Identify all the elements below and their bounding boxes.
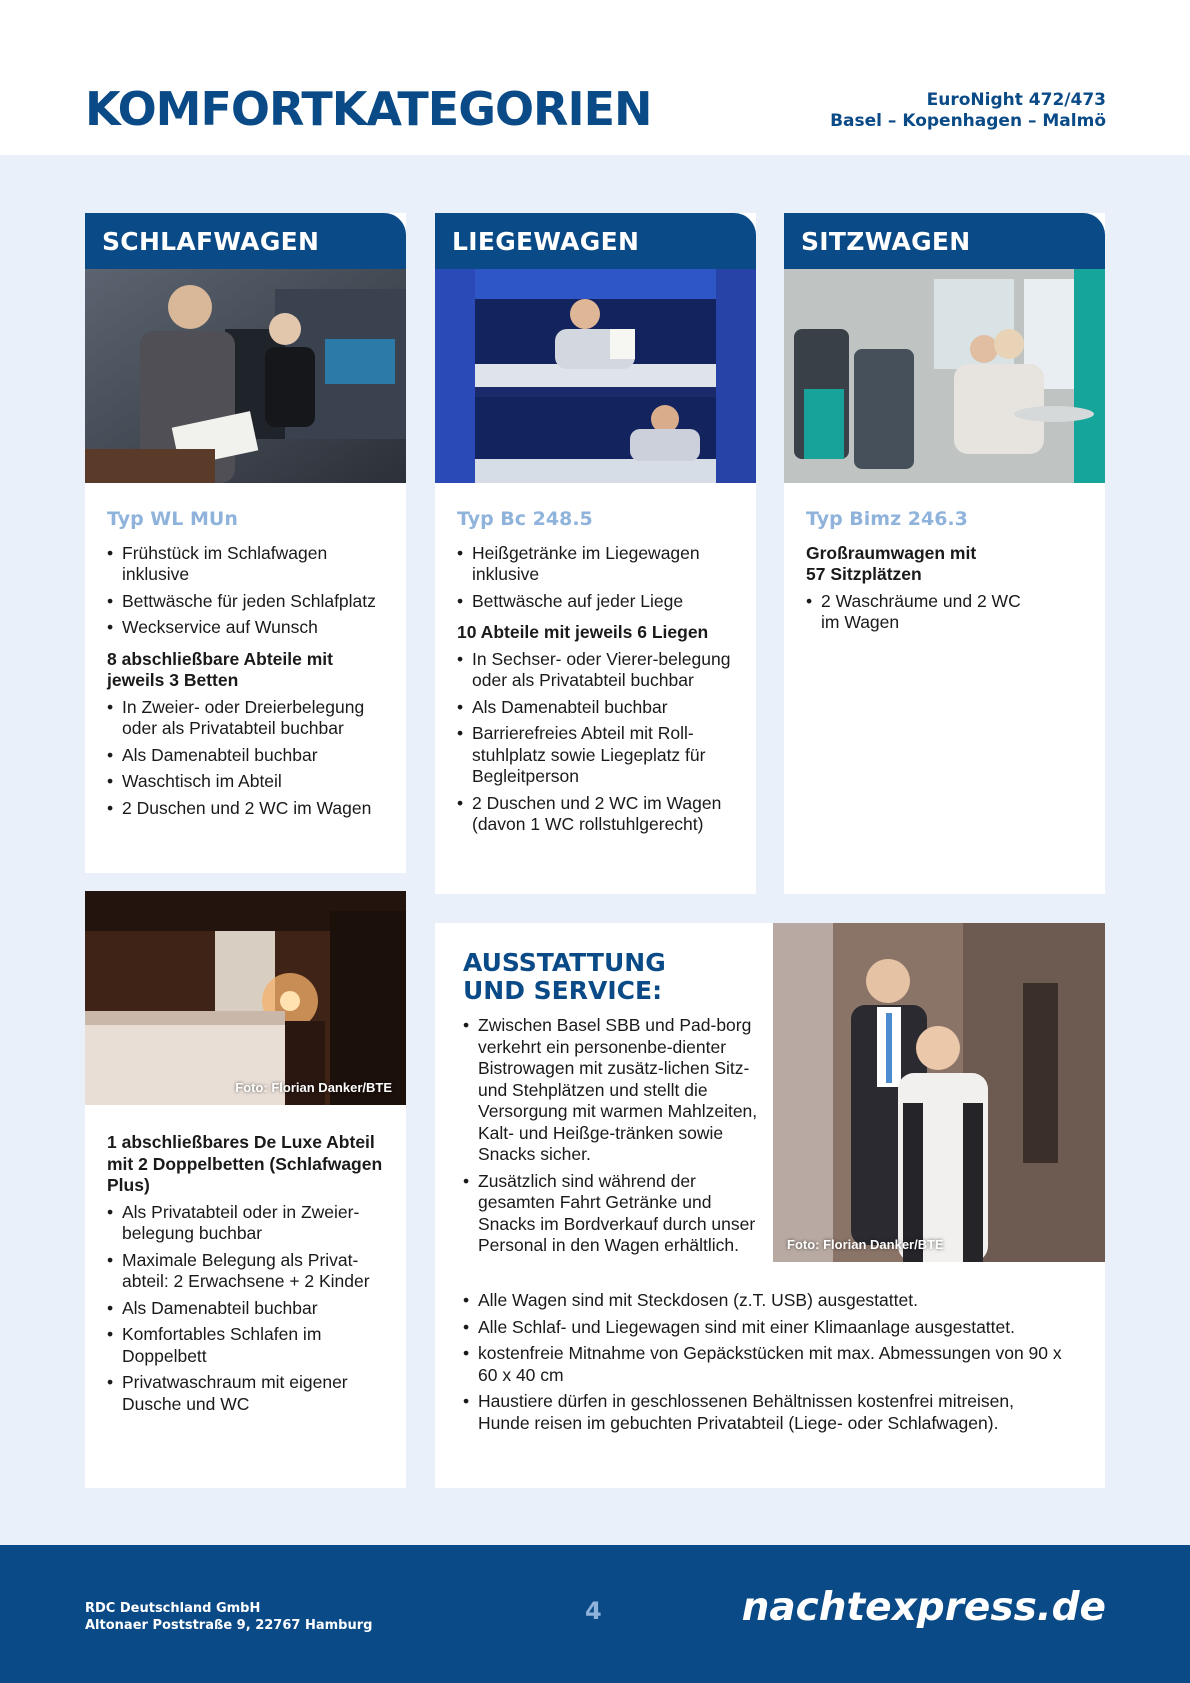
liegewagen-type: Typ Bc 248.5 xyxy=(457,508,593,530)
page-number: 4 xyxy=(585,1597,602,1625)
liegewagen-photo xyxy=(435,269,756,483)
service-list-wide xyxy=(463,1290,1063,1434)
list-item: • Haustiere dürfen in geschlossenen Behältnissen kostenfrei mitreisen, Hunde reisen im gebuchten Privatabteil (Liege- oder Schlafwagen). xyxy=(463,1391,1063,1434)
list-item: • In Zweier- oder Dreierbelegung oder als Privatabteil buchbar xyxy=(107,697,388,740)
liegewagen-subheading: 10 Abteile mit jeweils 6 Liegen xyxy=(457,622,709,642)
list-item: • Zwischen Basel SBB und Pad-borg verkehrt ein personenbe-dienter Bistrowagen mit zusätz-lichen Sitz- und Stehplätzen und stellt die Versorgung mit warmen Mahlzeiten, Kalt- und Heißge-tränken sowie Snacks sicher. xyxy=(463,1015,763,1166)
page-footer xyxy=(0,1545,1190,1683)
liegewagen-card xyxy=(435,213,756,894)
page-title: KOMFORTKATEGORIEN xyxy=(85,82,652,136)
list-item: • Privatwaschraum mit eigener Dusche und WC xyxy=(107,1372,388,1415)
service-card xyxy=(435,923,1105,1488)
list-item: • Als Damenabteil buchbar xyxy=(457,697,738,719)
list-item: • kostenfreie Mitnahme von Gepäckstücken mit max. Abmessungen von 90 x 60 x 40 cm xyxy=(463,1343,1063,1386)
deluxe-subheading: 1 abschließbares De Luxe Abteil mit 2 Doppelbetten (Schlafwagen Plus) xyxy=(107,1132,383,1195)
list-item: • Zusätzlich sind während der gesamten Fahrt Getränke und Snacks im Bordverkauf durch unser Personal in den Wagen erhältlich. xyxy=(463,1171,763,1257)
website-link[interactable]: nachtexpress.de xyxy=(741,1585,1106,1630)
list-item: • Bettwäsche auf jeder Liege xyxy=(457,591,738,613)
sitzwagen-card xyxy=(784,213,1105,894)
list-item: • Maximale Belegung als Privat-abteil: 2 Erwachsene + 2 Kinder xyxy=(107,1250,388,1293)
liegewagen-heading: LIEGEWAGEN xyxy=(435,213,756,269)
liegewagen-list-1 xyxy=(457,543,738,613)
list-item: • Heißgetränke im Liegewagen inklusive xyxy=(457,543,738,586)
company-address: RDC Deutschland GmbH Altonaer Poststraße 9, 22767 Hamburg xyxy=(85,1601,373,1633)
service-photo xyxy=(773,923,1105,1262)
sitzwagen-heading: SITZWAGEN xyxy=(784,213,1105,269)
deluxe-card xyxy=(85,891,406,1488)
schlafwagen-photo xyxy=(85,269,406,483)
schlafwagen-list-1 xyxy=(107,543,388,639)
sitzwagen-subheading: Großraumwagen mit 57 Sitzplätzen xyxy=(806,542,977,584)
schlafwagen-type: Typ WL MUn xyxy=(107,508,238,530)
list-item: • Alle Schlaf- und Liegewagen sind mit einer Klimaanlage ausgestattet. xyxy=(463,1317,1063,1339)
list-item: • Weckservice auf Wunsch xyxy=(107,617,388,639)
list-item: • Als Privatabteil oder in Zweier-belegung buchbar xyxy=(107,1202,388,1245)
list-item: • Barrierefreies Abteil mit Roll-stuhlplatz sowie Liegeplatz für Begleitperson xyxy=(457,723,738,788)
schlafwagen-list-2 xyxy=(107,697,388,820)
schlafwagen-card xyxy=(85,213,406,873)
route-stations: Basel – Kopenhagen – Malmö xyxy=(830,111,1106,131)
list-item: • 2 Duschen und 2 WC im Wagen xyxy=(107,798,388,820)
list-item: • Als Damenabteil buchbar xyxy=(107,1298,388,1320)
train-number: EuroNight 472/473 xyxy=(926,90,1106,110)
service-title: AUSSTATTUNG UND SERVICE: xyxy=(463,948,666,1005)
liegewagen-list-2 xyxy=(457,649,738,836)
list-item: • 2 Waschräume und 2 WC im Wagen xyxy=(806,591,1027,634)
deluxe-photo xyxy=(85,891,406,1105)
schlafwagen-heading: SCHLAFWAGEN xyxy=(85,213,406,269)
list-item: • In Sechser- oder Vierer-belegung oder als Privatabteil buchbar xyxy=(457,649,738,692)
deluxe-list xyxy=(107,1202,388,1416)
sitzwagen-photo xyxy=(784,269,1105,483)
page-header xyxy=(0,0,1190,155)
schlafwagen-subheading: 8 abschließbare Abteile mit jeweils 3 Betten xyxy=(107,648,333,690)
sitzwagen-type: Typ Bimz 246.3 xyxy=(806,508,968,530)
service-list-narrow xyxy=(463,1015,763,1257)
route-info xyxy=(830,90,1106,132)
list-item: • Alle Wagen sind mit Steckdosen (z.T. USB) ausgestattet. xyxy=(463,1290,1063,1312)
list-item: • Als Damenabteil buchbar xyxy=(107,745,388,767)
list-item: • Komfortables Schlafen im Doppelbett xyxy=(107,1324,388,1367)
list-item: • Frühstück im Schlafwagen inklusive xyxy=(107,543,388,586)
list-item: • 2 Duschen und 2 WC im Wagen (davon 1 WC rollstuhlgerecht) xyxy=(457,793,738,836)
photo-credit: Foto: Florian Danker/BTE xyxy=(235,1080,392,1095)
sitzwagen-list xyxy=(806,591,1027,634)
photo-credit: Foto: Florian Danker/BTE xyxy=(787,1237,944,1252)
list-item: • Bettwäsche für jeden Schlafplatz xyxy=(107,591,388,613)
list-item: • Waschtisch im Abteil xyxy=(107,771,388,793)
